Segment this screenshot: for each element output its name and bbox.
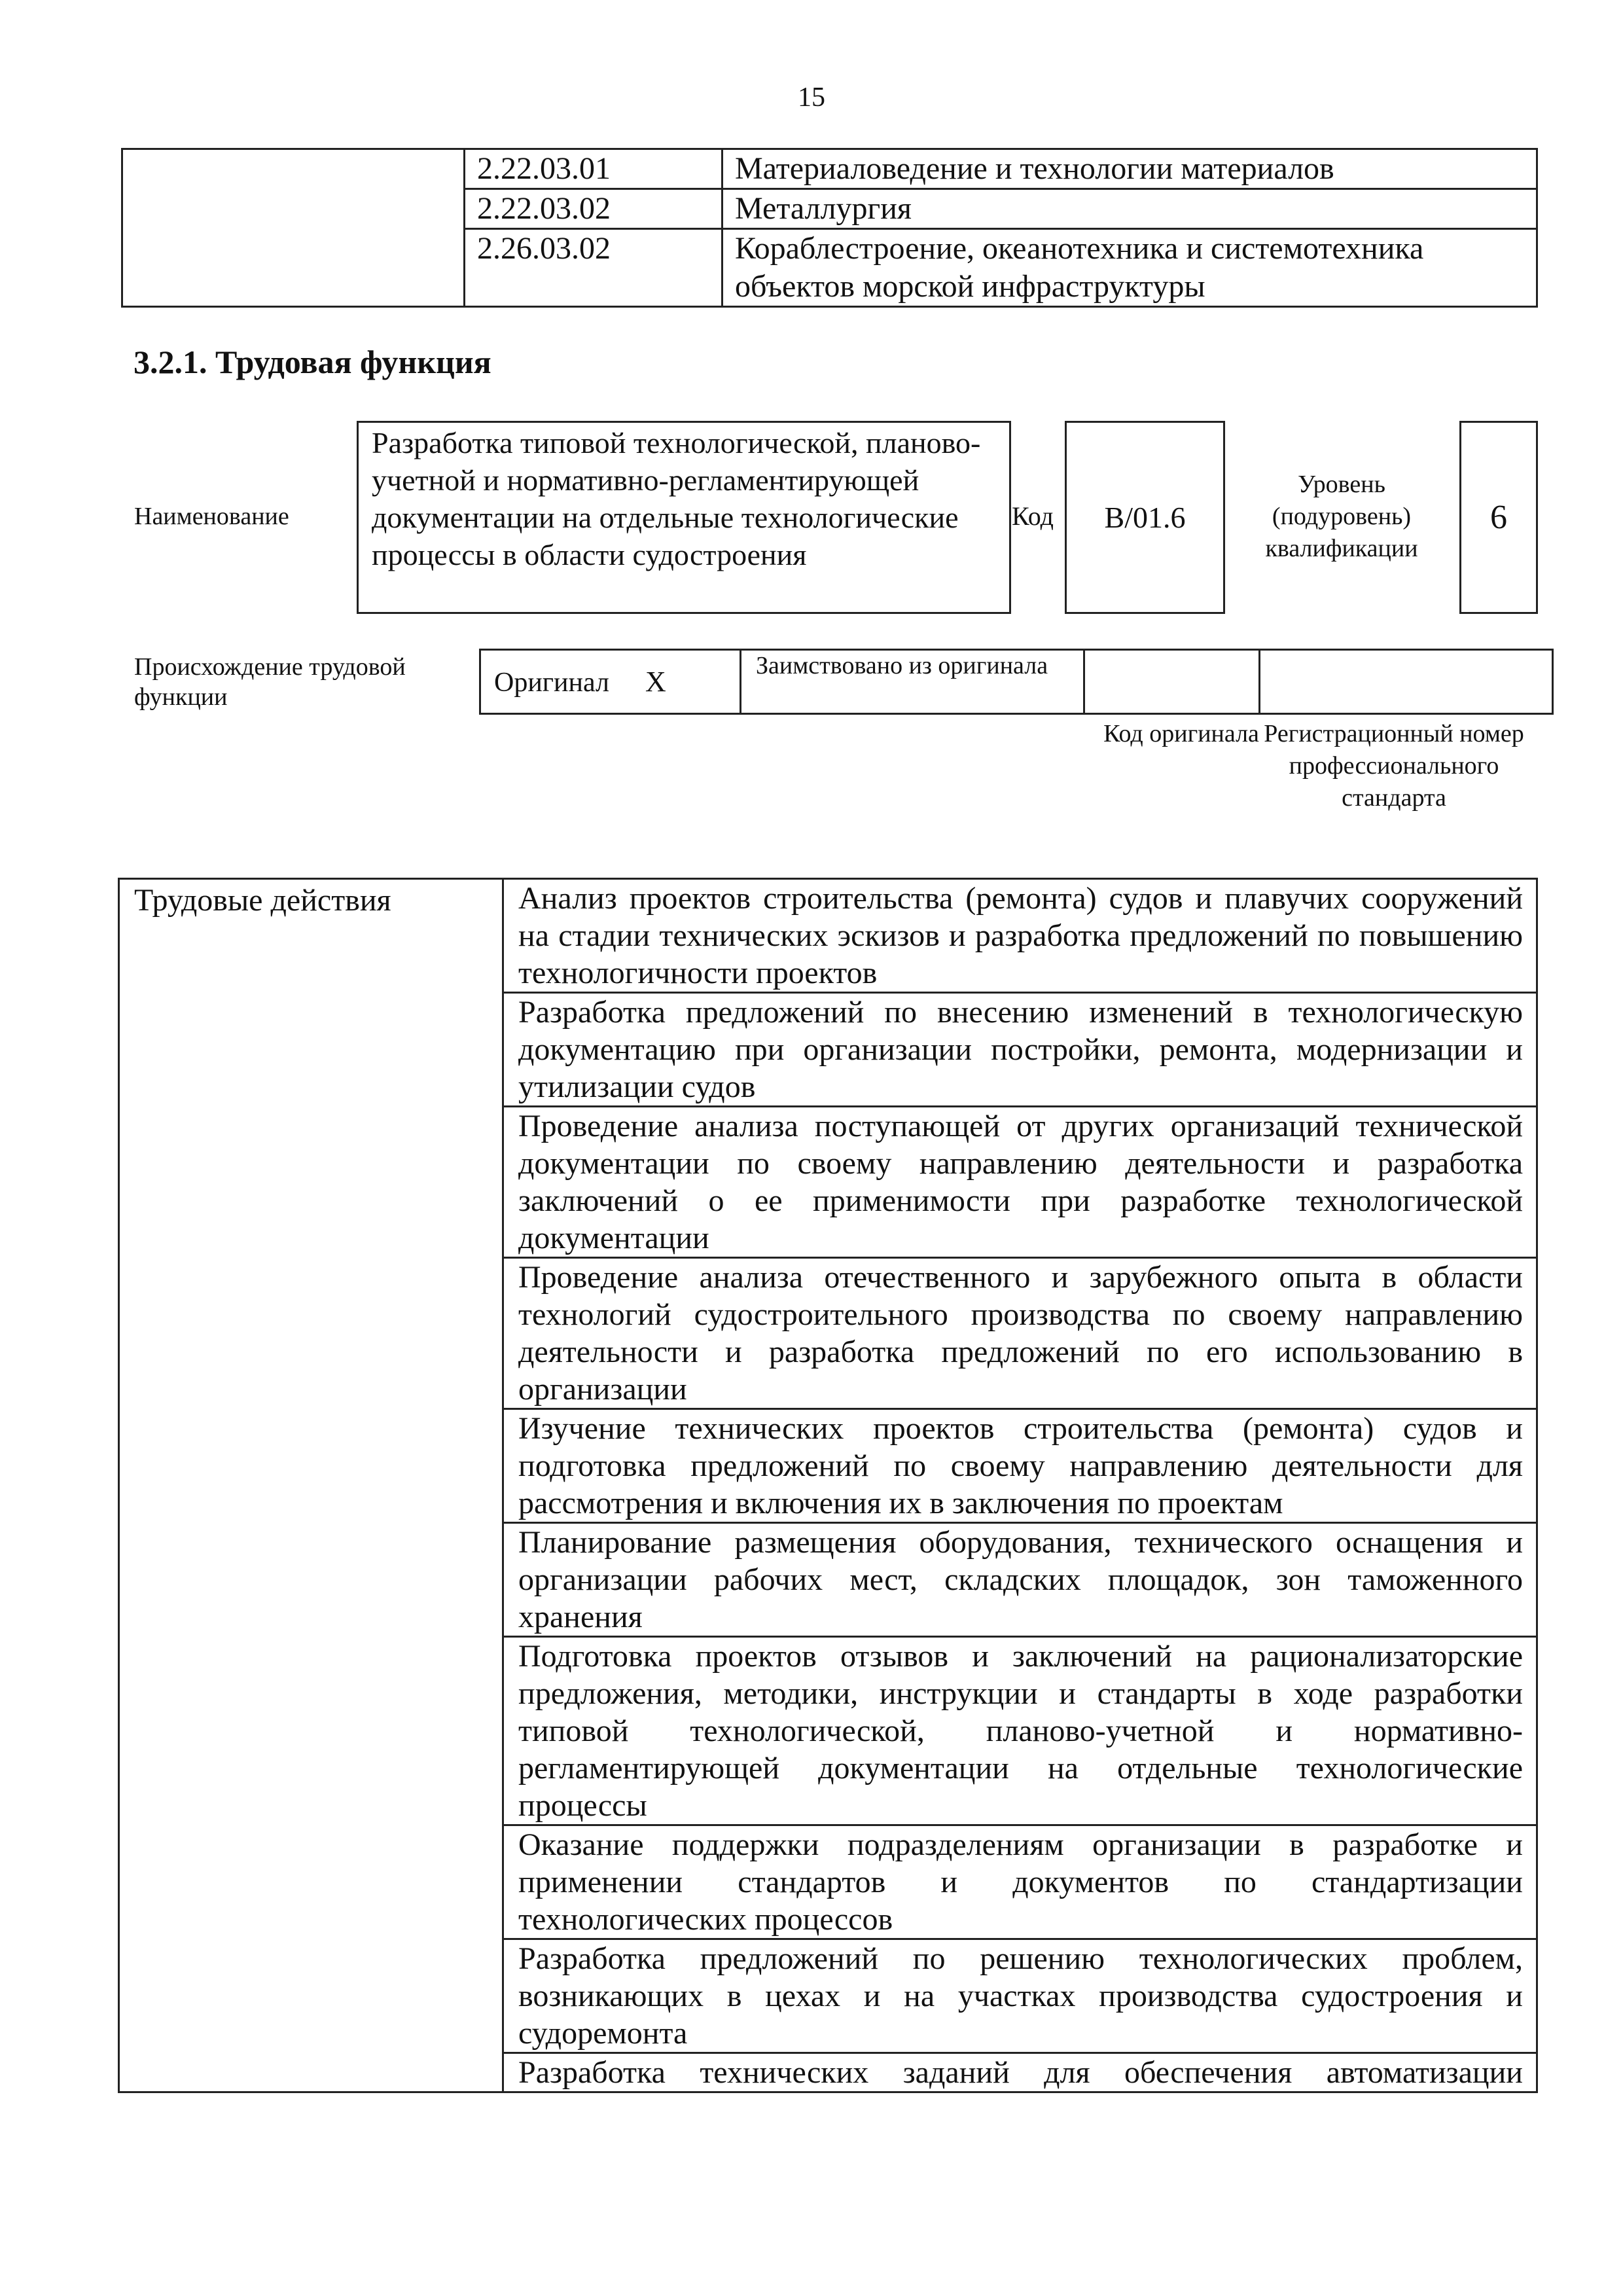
code-label: Код: [1012, 501, 1054, 531]
labor-action-item: Разработка технических заданий для обеспечения автоматизации: [503, 2053, 1537, 2092]
labor-action-item: Анализ проектов строительства (ремонта) судов и плавучих сооружений на стадии технических эскизов и разработка предложений по повышению технологичности проектов: [503, 879, 1537, 993]
table-row: [119, 879, 1537, 993]
table-row: [480, 650, 1553, 714]
blank-cell: [122, 149, 465, 307]
labor-action-item: Планирование размещения оборудования, технического оснащения и организации рабочих мест, складских площадок, зон таможенного хранения: [503, 1523, 1537, 1637]
level-label: Уровень (подуровень) квалификации: [1265, 471, 1418, 562]
original-label: Оригинал: [494, 668, 609, 698]
name-label: Наименование: [134, 503, 289, 530]
level-box: 6: [1459, 421, 1538, 614]
labor-action-item: Оказание поддержки подразделениям организации в разработке и применении стандартов и документов по стандартизации технологических процессов: [503, 1825, 1537, 1939]
labor-action-item: Проведение анализа поступающей от других организаций технической документации по своему направлению деятельности и разработка заключений о ее применимости при разработке технологической документации: [503, 1107, 1537, 1258]
specialty-code: 2.26.03.02: [465, 229, 722, 307]
function-code-box: B/01.6: [1065, 421, 1225, 614]
specialty-code: 2.22.03.01: [465, 149, 722, 189]
labor-action-item: Подготовка проектов отзывов и заключений на рационализаторские предложения, методики, инструкции и стандарты в ходе разработки типовой технологической, планово-учетной и нормативно-регламентирующей документации на отдельные технологические процессы: [503, 1637, 1537, 1825]
original-cell: [480, 650, 741, 714]
function-name-box: Разработка типовой технологической, планово-учетной и нормативно-регламентирующей документации на отдельные технологические процессы в области судостроения: [357, 421, 1011, 614]
code-original-cell: [1084, 650, 1260, 714]
labor-actions-label: Трудовые действия: [119, 879, 503, 2092]
labor-action-item: Проведение анализа отечественного и зарубежного опыта в области технологий судостроительного производства по своему направлению деятельности и разработка предложений по его использованию в организации: [503, 1258, 1537, 1409]
borrowed-cell: Заимствовано из оригинала: [741, 650, 1084, 714]
origin-table: [479, 649, 1554, 715]
original-mark: X: [645, 666, 666, 698]
labor-action-item: Разработка предложений по решению технологических проблем, возникающих в цехах и на участках производства судостроения и судоремонта: [503, 1939, 1537, 2053]
labor-action-item: Разработка предложений по внесению изменений в технологическую документацию при организации постройки, ремонта, модернизации и утилизации судов: [503, 993, 1537, 1107]
specialty-code: 2.22.03.02: [465, 189, 722, 229]
specialty-name: Кораблестроение, океанотехника и системотехника объектов морской инфраструктуры: [722, 229, 1537, 307]
section-heading: 3.2.1. Трудовая функция: [134, 344, 491, 380]
specialty-name: Материаловедение и технологии материалов: [722, 149, 1537, 189]
table-row: [122, 149, 1537, 189]
code-original-label: Код оригинала: [1103, 720, 1259, 747]
reg-number-label: Регистрационный номер профессионального стандарта: [1264, 720, 1524, 812]
specialty-name: Металлургия: [722, 189, 1537, 229]
labor-action-item: Изучение технических проектов строительства (ремонта) судов и подготовка предложений по своему направлению деятельности для рассмотрения и включения их в заключения по проектам: [503, 1409, 1537, 1523]
labor-actions-table: [118, 878, 1538, 2093]
reg-number-cell: [1260, 650, 1553, 714]
origin-label: Происхождение трудовой функции: [134, 653, 406, 711]
specialties-table: [121, 148, 1538, 308]
page-number: 15: [798, 82, 825, 113]
